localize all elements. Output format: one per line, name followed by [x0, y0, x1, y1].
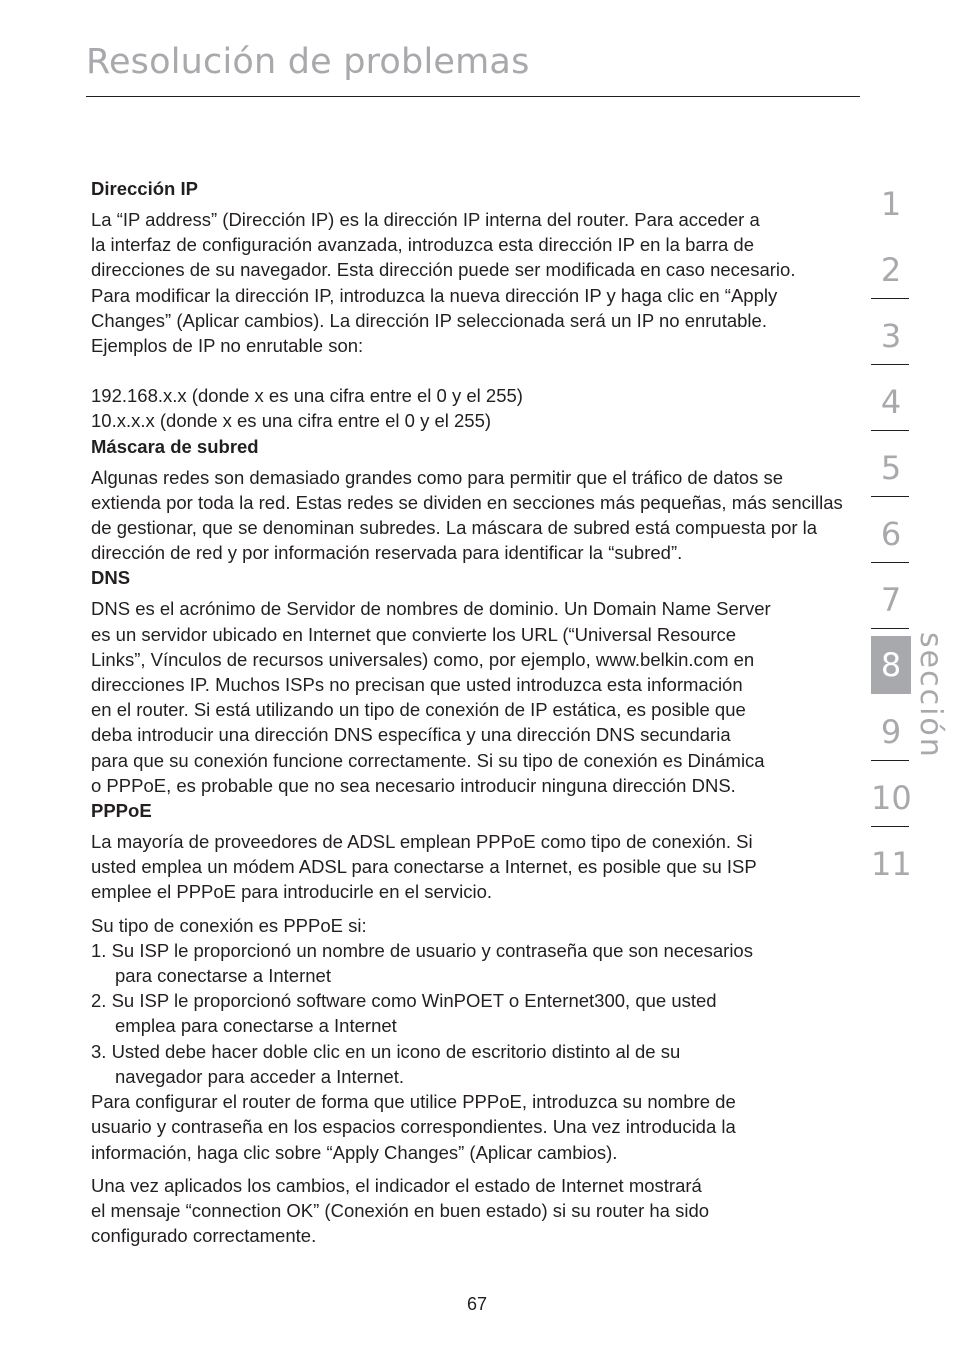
- section-label-text: sección: [913, 632, 948, 759]
- main-content: [91, 176, 881, 1248]
- pppoe-final: [91, 1173, 881, 1249]
- heading-pppoe: PPPoE: [91, 800, 152, 822]
- subnet-paragraph: [91, 465, 881, 566]
- section-number-9[interactable]: 9: [880, 713, 902, 751]
- text-line: la interfaz de configuración avanzada, introduzca esta dirección IP en la barra de: [91, 234, 754, 256]
- page-number: 67: [466, 1294, 488, 1314]
- section-number-11[interactable]: 11: [871, 845, 912, 883]
- text-line: Changes” (Aplicar cambios). La dirección IP seleccionada será un IP no enrutable.: [91, 309, 767, 331]
- ip-paragraph: [91, 207, 881, 358]
- text-line: direcciones IP. Muchos ISPs no precisan que usted introduzca esta información: [91, 674, 743, 696]
- section-number-7[interactable]: 7: [880, 581, 902, 619]
- text-line: Algunas redes son demasiado grandes como para permitir que el tráfico de datos se: [91, 466, 784, 488]
- pppoe-list-intro: Su tipo de conexión es PPPoE si:: [91, 914, 367, 936]
- heading-subnet: Máscara de subred: [91, 435, 259, 457]
- text-line: usted emplea un módem ADSL para conectarse a Internet, es posible que su ISP: [91, 856, 757, 878]
- section-divider: [871, 826, 909, 827]
- text-line: en el router. Si está utilizando un tipo de conexión de IP estática, es posible que: [91, 699, 746, 721]
- section-divider: [871, 364, 909, 365]
- text-line: Para configurar el router de forma que utilice PPPoE, introduzca su nombre de: [91, 1091, 736, 1113]
- section-number-6[interactable]: 6: [880, 515, 902, 553]
- section-label: [913, 632, 948, 759]
- section-number-3[interactable]: 3: [880, 317, 902, 355]
- text-line: o PPPoE, es probable que no sea necesario introducir ninguna dirección DNS.: [91, 774, 736, 796]
- text-line: dirección de red y por información reservada para identificar la “subred”.: [91, 542, 683, 564]
- text-line: usuario y contraseña en los espacios correspondientes. Una vez introducida la: [91, 1116, 736, 1138]
- pppoe-list: [91, 938, 881, 1089]
- header-rule: [86, 96, 860, 97]
- section-divider: [871, 760, 909, 761]
- list-item-continuation: emplea para conectarse a Internet: [115, 1015, 397, 1037]
- text-line: información, haga clic sobre “Apply Changes” (Aplicar cambios).: [91, 1141, 618, 1163]
- section-divider: [871, 628, 909, 629]
- text-line: emplee el PPPoE para introducirle en el servicio.: [91, 881, 493, 903]
- section-number-2[interactable]: 2: [880, 251, 902, 289]
- text-line: Una vez aplicados los cambios, el indicador el estado de Internet mostrará: [91, 1174, 702, 1196]
- text-line: DNS es el acrónimo de Servidor de nombres de dominio. Un Domain Name Server: [91, 598, 771, 620]
- section-number-8-active[interactable]: 8: [871, 636, 911, 694]
- section-divider: [871, 298, 909, 299]
- text-line: es un servidor ubicado en Internet que convierte los URL (“Universal Resource: [91, 623, 737, 645]
- pppoe-config: [91, 1089, 881, 1165]
- list-item: 1. Su ISP le proporcionó un nombre de usuario y contraseña que son necesarios: [91, 939, 753, 961]
- ip-example: 192.168.x.x (donde x es una cifra entre el 0 y el 255): [91, 385, 523, 407]
- ip-example: 10.x.x.x (donde x es una cifra entre el 0 y el 255): [91, 410, 492, 432]
- text-line: Ejemplos de IP no enrutable son:: [91, 335, 364, 357]
- section-divider: [871, 562, 909, 563]
- text-line: La “IP address” (Dirección IP) es la dirección IP interna del router. Para acceder a: [91, 209, 760, 230]
- list-item-continuation: navegador para acceder a Internet.: [115, 1065, 404, 1087]
- section-divider: [871, 496, 909, 497]
- text-line: deba introducir una dirección DNS específica y una dirección DNS secundaria: [91, 724, 731, 746]
- list-item: 3. Usted debe hacer doble clic en un icono de escritorio distinto al de su: [91, 1040, 681, 1062]
- text-line: Links”, Vínculos de recursos universales) como, por ejemplo, www.belkin.com en: [91, 648, 755, 670]
- pppoe-intro: [91, 829, 881, 905]
- section-divider: [871, 430, 909, 431]
- text-line: direcciones de su navegador. Esta dirección puede ser modificada en caso necesario.: [91, 259, 796, 281]
- list-item: 2. Su ISP le proporcionó software como WinPOET o Enternet300, que usted: [91, 990, 717, 1012]
- page-title: Resolución de problemas: [86, 42, 530, 82]
- dns-paragraph: [91, 596, 881, 798]
- text-line: para que su conexión funcione correctamente. Si su tipo de conexión es Dinámica: [91, 749, 765, 771]
- text-line: configurado correctamente.: [91, 1225, 317, 1247]
- section-number-1[interactable]: 1: [880, 185, 902, 223]
- text-line: Para modificar la dirección IP, introduzca la nueva dirección IP y haga clic en “Apply: [91, 284, 778, 306]
- text-line: de gestionar, que se denominan subredes. La máscara de subred está compuesta por la: [91, 517, 818, 539]
- text-line: extienda por toda la red. Estas redes se dividen en secciones más pequeñas, más sencillas: [91, 491, 843, 513]
- text-line: el mensaje “connection OK” (Conexión en buen estado) si su router ha sido: [91, 1199, 710, 1221]
- section-number-10[interactable]: 10: [871, 779, 912, 817]
- section-number-4[interactable]: 4: [880, 383, 902, 421]
- section-number-5[interactable]: 5: [880, 449, 902, 487]
- heading-dns: DNS: [91, 567, 131, 589]
- text-line: La mayoría de proveedores de ADSL emplean PPPoE como tipo de conexión. Si: [91, 831, 753, 853]
- list-item-continuation: para conectarse a Internet: [115, 965, 331, 987]
- heading-ip: Dirección IP: [91, 178, 198, 199]
